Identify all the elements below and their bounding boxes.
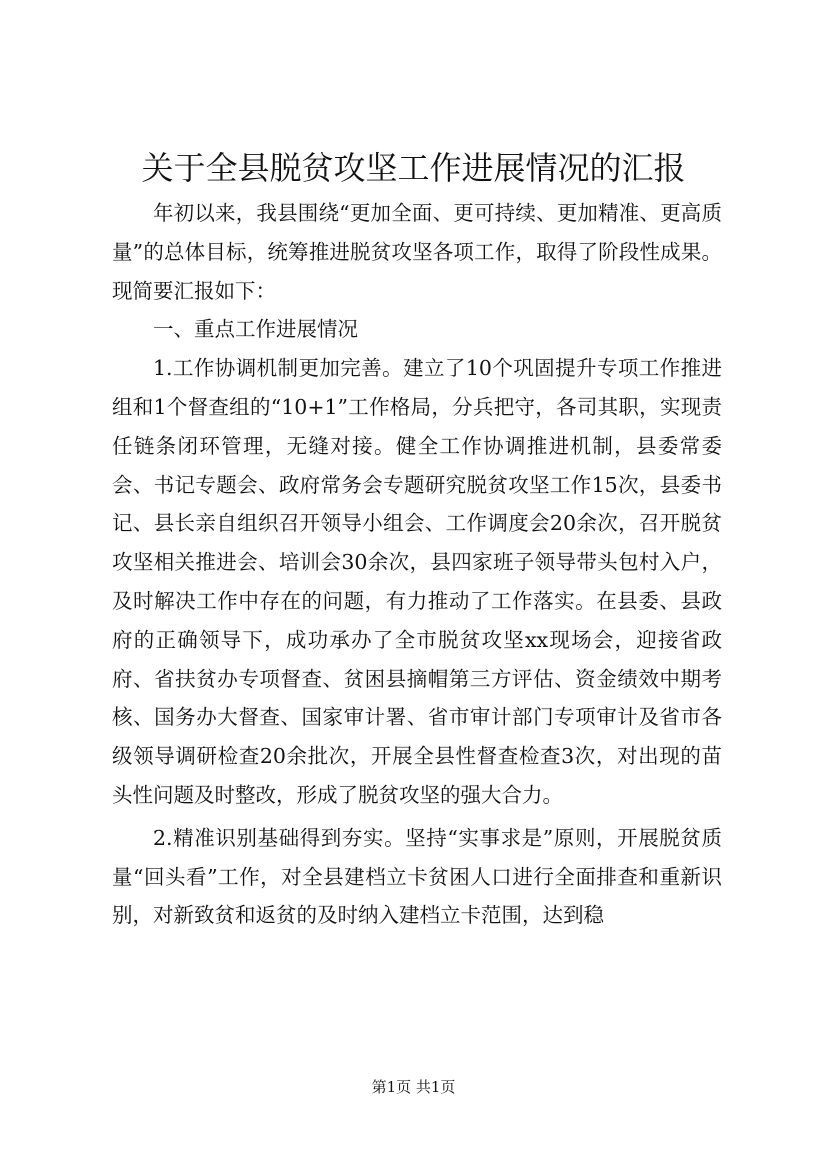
paragraph-intro: 年初以来，我县围绕“更加全面、更可持续、更加精准、更高质量”的总体目标，统筹推进脱贫攻坚各项工作，取得了阶段性成果。现简要汇报如下： — [112, 201, 722, 303]
document-title: 关于全县脱贫攻坚工作进展情况的汇报 — [141, 149, 686, 187]
document-body — [112, 194, 722, 935]
page-footer: 第1页 共1页 — [371, 1078, 456, 1096]
paragraph-coordination-mechanism: 1.工作协调机制更加完善。建立了10个巩固提升专项工作推进组和1个督查组的“10+1”工作格局，分兵把守，各司其职，实现责任链条闭环管理，无缝对接。健全工作协调推进机制，县委常委会、书记专题会、政府常务会专题研究脱贫攻坚工作15次，县委书记、县长亲自组织召开领导小组会、工作调度会20余次，召开脱贫攻坚相关推进会、培训会30余次，县四家班子领导带头包村入户，及时解决工作中存在的问题，有力推动了工作落实。在县委、县政府的正确领导下，成功承办了全市脱贫攻坚xx现场会，迎接省政府、省扶贫办专项督查、贫困县摘帽第三方评估、资金绩效中期考核、国务办大督查、国家审计署、省市审计部门专项审计及省市各级领导调研检查20余批次，开展全县性督查检查3次，对出现的苗头性问题及时整改，形成了脱贫攻坚的强大合力。 — [112, 356, 722, 807]
section-heading-key-progress: 一、重点工作进展情况 — [153, 317, 358, 342]
paragraph-precise-identification: 2.精准识别基础得到夯实。坚持“实事求是”原则，开展脱贫质量“回头看”工作，对全县建档立卡贫困人口进行全面排查和重新识别，对新致贫和返贫的及时纳入建档立卡范围，达到稳 — [112, 825, 722, 928]
